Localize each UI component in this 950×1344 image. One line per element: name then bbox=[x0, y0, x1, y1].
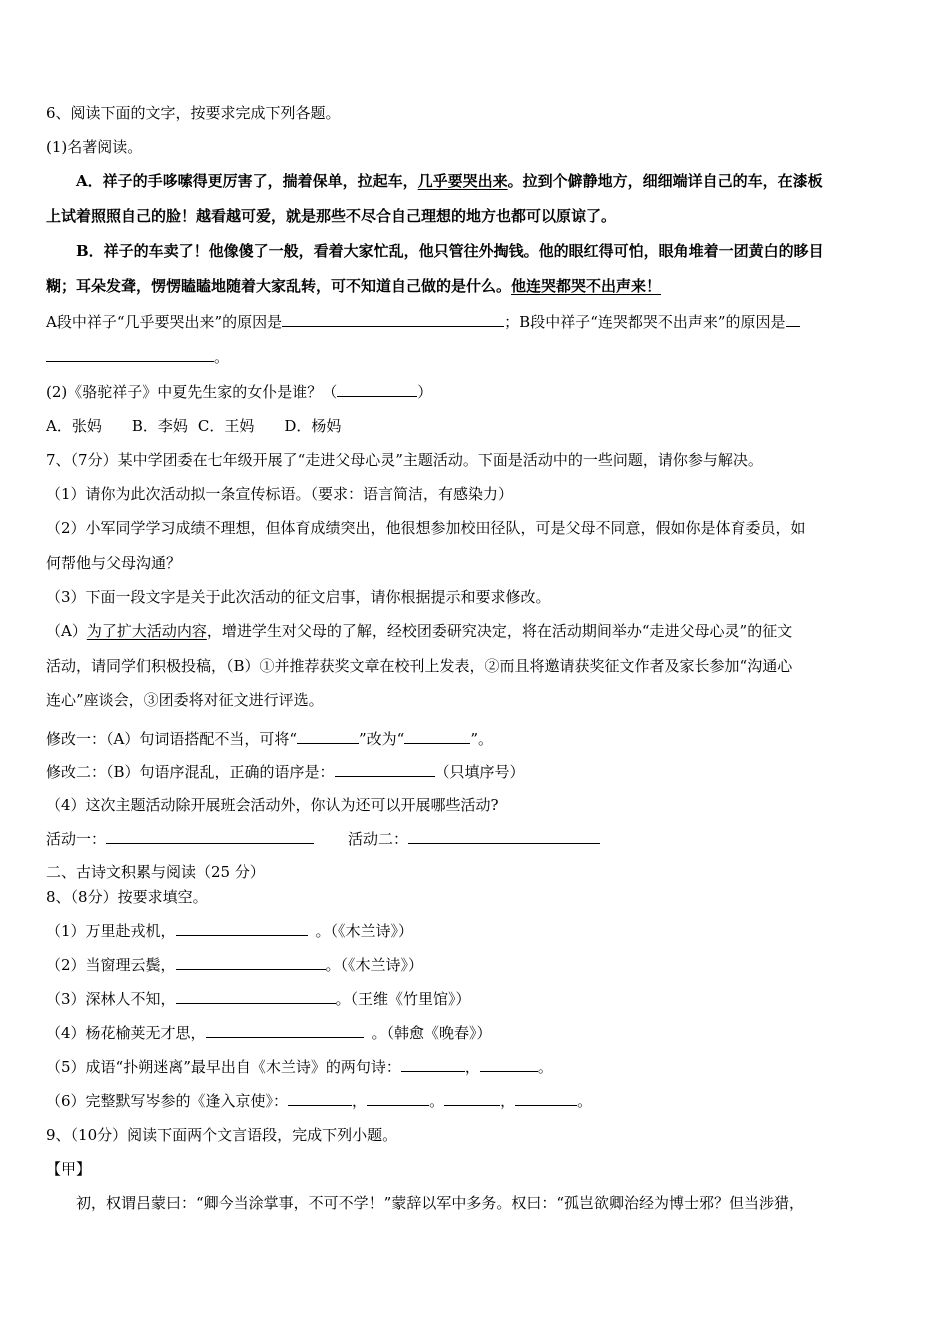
q8-line6: （6）完整默写岑参的《逢入京使》： ， 。 ， 。 bbox=[46, 1092, 593, 1110]
q8-line4: （4）杨花榆荚无才思， 。（韩愈《晚春》） bbox=[46, 1024, 492, 1042]
passage-b-line2: 糊；耳朵发聋，愣愣瞌瞌地随着大家乱转，可不知道自己做的是什么。他连哭都哭不出声来！ bbox=[46, 277, 662, 295]
answer-blank[interactable] bbox=[367, 1091, 429, 1106]
q9-text-line1: 初，权谓吕蒙曰：“卿今当涂掌事，不可不学！”蒙辞以军中多务。权曰：“孤岂欲卿治经为博士邪？但当涉猎， bbox=[76, 1194, 805, 1212]
q9-title: 9、（10分）阅读下面两个文言语段，完成下列小题。 bbox=[46, 1126, 398, 1144]
q7-sub3: （3）下面一段文字是关于此次活动的征文启事，请你根据提示和要求修改。 bbox=[46, 588, 551, 606]
q7-fix2: 修改二：（B）句语序混乱，正确的语序是： （只填序号） bbox=[46, 763, 525, 781]
passage-b-underlined: 他连哭都哭不出声来！ bbox=[511, 277, 662, 295]
option-b: B．李妈 bbox=[131, 417, 188, 435]
q7-activities bbox=[46, 829, 910, 849]
answer-blank[interactable] bbox=[176, 955, 326, 970]
answer-blank[interactable] bbox=[282, 312, 504, 327]
q7-title: 7、（7分）某中学团委在七年级开展了“走进父母心灵”主题活动。下面是活动中的一些问题，请你参与解决。 bbox=[46, 451, 763, 469]
q7-sub2-line2: 何帮他与父母沟通？ bbox=[46, 554, 182, 572]
q8-line1: （1）万里赴戎机， 。（《木兰诗》） bbox=[46, 922, 414, 940]
q6-part2: (2)《骆驼祥子》中夏先生家的女仆是谁？（ ） bbox=[46, 383, 433, 401]
answer-blank[interactable] bbox=[444, 1091, 500, 1106]
q8-title: 8、（8分）按要求填空。 bbox=[46, 888, 208, 906]
answer-blank[interactable] bbox=[335, 762, 435, 777]
answer-blank[interactable] bbox=[404, 729, 470, 744]
q6-question: A段中祥子“几乎要哭出来”的原因是 ；B段中祥子“连哭都哭不出声来”的原因是 bbox=[46, 312, 910, 332]
answer-blank[interactable] bbox=[106, 829, 314, 844]
answer-blank[interactable] bbox=[297, 729, 359, 744]
q7-sub2-line1: （2）小军同学学习成绩不理想，但体育成绩突出，他很想参加校田径队，可是父母不同意，假如你是体育委员，如 bbox=[46, 519, 806, 537]
q6-title: 6、阅读下面的文字，按要求完成下列各题。 bbox=[46, 104, 341, 122]
activity1-label: 活动一： bbox=[46, 830, 107, 848]
answer-blank[interactable] bbox=[206, 1023, 364, 1038]
q8-line5: （5）成语“扑朔迷离”最早出自《木兰诗》的两句诗： ， 。 bbox=[46, 1058, 553, 1076]
notice-underlined: 为了扩大活动内容 bbox=[86, 622, 207, 640]
answer-blank[interactable] bbox=[786, 312, 800, 327]
passage-a-line2: 上试着照照自己的脸！越看越可爱，就是那些不尽合自己理想的地方也都可以原谅了。 bbox=[46, 207, 617, 225]
passage-b-line1: B．祥子的车卖了！他像傻了一般，看着大家忙乱，他只管往外掏钱。他的眼红得可怕，眼角堆着一团黄白的眵目 bbox=[76, 242, 824, 260]
answer-blank[interactable] bbox=[46, 347, 214, 362]
passage-a-line1: A．祥子的手哆嗦得更厉害了，揣着保单，拉起车，几乎要哭出来。拉到个僻静地方，细细端详自己的车，在漆板 bbox=[76, 172, 823, 190]
answer-blank[interactable] bbox=[408, 829, 600, 844]
answer-blank[interactable] bbox=[176, 989, 336, 1004]
activity2-label: 活动二： bbox=[348, 830, 409, 848]
q7-fix1: 修改一：（A）句词语搭配不当，可将“ ”改为“ ”。 bbox=[46, 730, 494, 748]
q9-jia-label: 【甲】 bbox=[46, 1160, 92, 1178]
q7-sub1: （1）请你为此次活动拟一条宣传标语。（要求：语言简洁，有感染力） bbox=[46, 485, 514, 503]
option-d: D．杨妈 bbox=[284, 417, 342, 435]
q7-notice-line2: 活动，请同学们积极投稿，（B）①并推荐获奖文章在校刊上发表，②而且将邀请获奖征文作者及家长参加“沟通心 bbox=[46, 657, 793, 675]
passage-a-underlined: 几乎要哭出来 bbox=[417, 172, 508, 190]
q8-line2: （2）当窗理云鬓， 。（《木兰诗》） bbox=[46, 956, 424, 974]
q6-question-cont: 。 bbox=[46, 347, 910, 367]
q7-notice-line1: （A）为了扩大活动内容，增进学生对父母的了解，经校团委研究决定，将在活动期间举办“走进父母心灵”的征文 bbox=[46, 622, 793, 640]
q8-line3: （3）深林人不知， 。（王维《竹里馆》） bbox=[46, 990, 471, 1008]
option-a: A．张妈 bbox=[46, 417, 102, 435]
option-c: C．王妈 bbox=[197, 417, 255, 435]
answer-blank[interactable] bbox=[515, 1091, 577, 1106]
answer-blank[interactable] bbox=[480, 1057, 538, 1072]
answer-blank[interactable] bbox=[337, 382, 417, 397]
section2-title: 二、古诗文积累与阅读（25 分） bbox=[46, 863, 265, 881]
q7-notice-line3: 连心”座谈会，③团委将对征文进行评选。 bbox=[46, 691, 324, 709]
q6-options bbox=[46, 416, 910, 436]
q6-part1-label: (1)名著阅读。 bbox=[46, 138, 143, 156]
answer-blank[interactable] bbox=[288, 1091, 352, 1106]
q7-sub4: （4）这次主题活动除开展班会活动外，你认为还可以开展哪些活动? bbox=[46, 796, 499, 814]
answer-blank[interactable] bbox=[401, 1057, 465, 1072]
answer-blank[interactable] bbox=[176, 921, 308, 936]
